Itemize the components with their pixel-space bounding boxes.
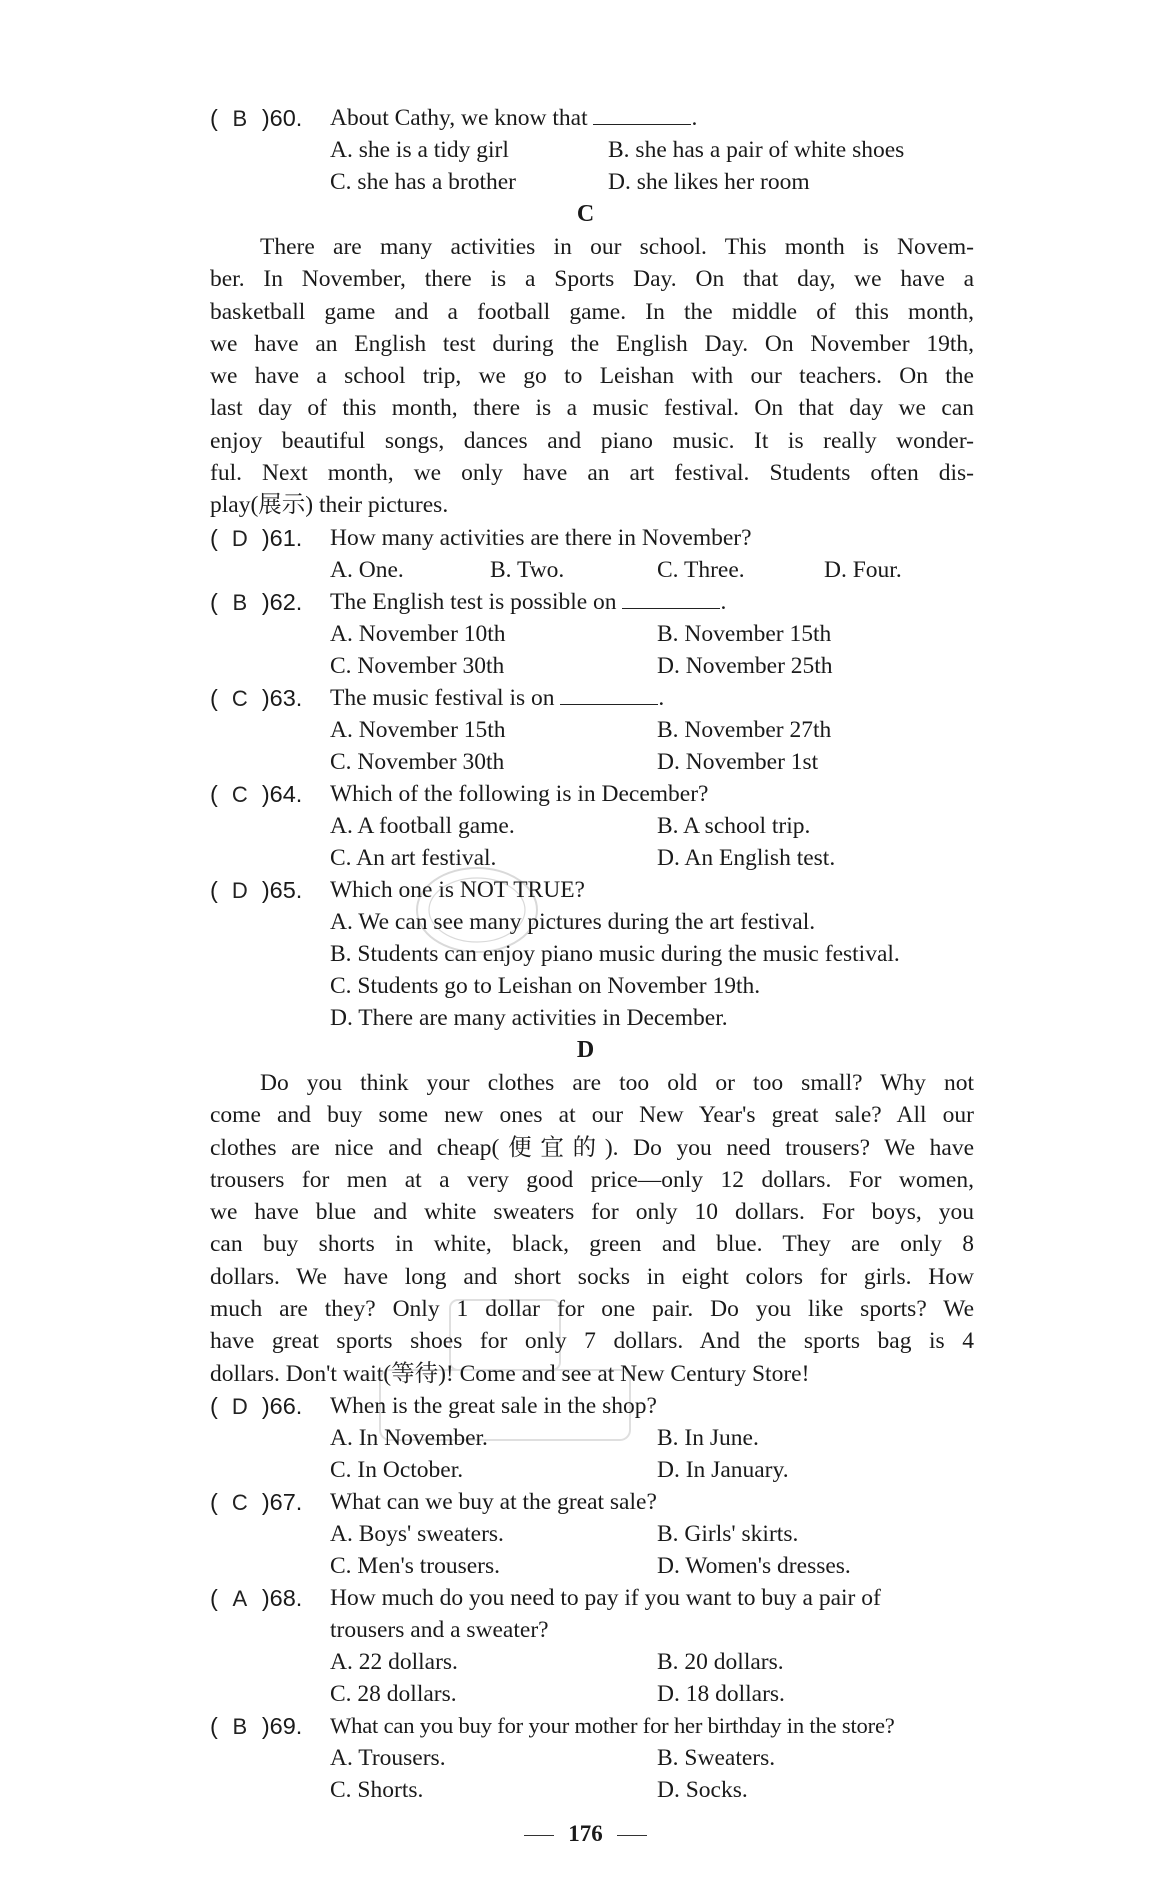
question-stem: Which one is NOT TRUE? xyxy=(330,877,585,903)
answer-letter: B xyxy=(232,1714,248,1739)
stem-end: . xyxy=(658,685,665,711)
option-c: C. Men's trousers. xyxy=(330,1553,501,1579)
passage-line: There are many activities in our school. This month is Novem- xyxy=(260,234,974,260)
option-a: A. 22 dollars. xyxy=(330,1649,458,1675)
question-stem-continued: trousers and a sweater? xyxy=(330,1617,549,1643)
option-a: A. One. xyxy=(330,557,404,583)
answer-bracket: ( C )67. xyxy=(210,1486,325,1519)
answer-bracket: ( D )61. xyxy=(210,522,325,555)
question-stem: Which of the following is in December? xyxy=(330,781,709,807)
answer-letter: A xyxy=(232,1586,248,1611)
option-d: D. There are many activities in December. xyxy=(330,1005,728,1031)
answer-bracket: ( B )60. xyxy=(210,102,325,135)
answer-letter: C xyxy=(231,1490,248,1515)
answer-letter: D xyxy=(231,878,248,903)
option-c: C. Students go to Leishan on November 19th. xyxy=(330,973,761,999)
option-b: B. Sweaters. xyxy=(657,1745,776,1771)
question-number: 68 xyxy=(269,1585,296,1611)
option-b: B. In June. xyxy=(657,1425,759,1451)
passage-line: dollars. We have long and short socks in eight colors for girls. How xyxy=(210,1263,974,1290)
option-a: A. November 15th xyxy=(330,717,506,743)
option-d: D. An English test. xyxy=(657,845,836,871)
question-number: 63 xyxy=(269,685,296,711)
passage-line: Do you think your clothes are too old or too small? Why not xyxy=(260,1070,974,1096)
answer-bracket: ( C )63. xyxy=(210,682,325,715)
passage-line: we have blue and white sweaters for only 10 dollars. For boys, you xyxy=(210,1199,974,1226)
option-c: C. 28 dollars. xyxy=(330,1681,457,1707)
question-stem: What can we buy at the great sale? xyxy=(330,1489,657,1515)
option-c: C. November 30th xyxy=(330,749,505,775)
question-number: 60 xyxy=(269,105,296,131)
option-a: A. she is a tidy girl xyxy=(330,137,509,163)
option-c: C. Three. xyxy=(657,557,745,583)
question-number: 62 xyxy=(269,589,296,615)
option-d: D. 18 dollars. xyxy=(657,1681,785,1707)
question-stem xyxy=(330,682,664,714)
stamp-watermark xyxy=(412,862,542,958)
passage-line: ber. In November, there is a Sports Day. On that day, we have a xyxy=(210,266,974,293)
question-number: 69 xyxy=(269,1713,296,1739)
option-d: D. Women's dresses. xyxy=(657,1553,851,1579)
dash-left xyxy=(524,1835,554,1836)
passage-line: can buy shorts in white, black, green and blue. They are only 8 xyxy=(210,1231,974,1258)
page-number-text: 176 xyxy=(568,1821,603,1846)
option-d: D. November 25th xyxy=(657,653,833,679)
passage-line: ful. Next month, we only have an art festival. Students often dis- xyxy=(210,460,974,487)
option-c: C. Shorts. xyxy=(330,1777,424,1803)
stem-end: . xyxy=(691,105,698,131)
answer-blank xyxy=(622,586,720,609)
passage-line: much are they? Only 1 dollar for one pair. Do you like sports? We xyxy=(210,1296,974,1323)
option-a: A. In November. xyxy=(330,1425,488,1451)
question-number: 64 xyxy=(269,781,296,807)
option-a: A. A football game. xyxy=(330,813,515,839)
dash-right xyxy=(617,1835,647,1836)
stem-text: The English test is possible on xyxy=(330,589,623,615)
stem-end: . xyxy=(720,589,727,615)
passage-line: have great sports shoes for only 7 dollars. And the sports bag is 4 xyxy=(210,1328,974,1355)
stem-text: About Cathy, we know that xyxy=(330,105,594,131)
option-a: A. November 10th xyxy=(330,621,506,647)
option-d: D. November 1st xyxy=(657,749,819,775)
question-stem: What can you buy for your mother for her birthday in the store? xyxy=(330,1713,895,1738)
answer-blank xyxy=(560,682,658,705)
option-b: B. she has a pair of white shoes xyxy=(608,137,905,163)
answer-letter: C xyxy=(231,686,248,711)
answer-bracket: ( B )62. xyxy=(210,586,325,619)
passage-line: play(展示) their pictures. xyxy=(210,492,449,519)
option-b: B. Girls' skirts. xyxy=(657,1521,799,1547)
option-b: B. November 27th xyxy=(657,717,832,743)
answer-bracket: ( D )65. xyxy=(210,874,325,907)
question-stem: When is the great sale in the shop? xyxy=(330,1393,657,1419)
question-stem xyxy=(330,102,697,134)
option-d: D. she likes her room xyxy=(608,169,810,195)
option-c: C. An art festival. xyxy=(330,845,497,871)
answer-letter: B xyxy=(232,106,248,131)
passage-line: enjoy beautiful songs, dances and piano music. It is really wonder- xyxy=(210,427,974,454)
passage-line: we have an English test during the English Day. On November 19th, xyxy=(210,330,974,357)
section-heading-c: C xyxy=(576,201,595,227)
option-b: B. November 15th xyxy=(657,621,832,647)
passage-line: come and buy some new ones at our New Year's great sale? All our xyxy=(210,1102,974,1129)
page-number xyxy=(0,1818,1171,1850)
question-number: 65 xyxy=(269,877,296,903)
answer-bracket: ( C )64. xyxy=(210,778,325,811)
option-d: D. Four. xyxy=(824,557,902,583)
stem-text: The music festival is on xyxy=(330,685,561,711)
passage-line: last day of this month, there is a music festival. On that day we can xyxy=(210,395,974,422)
passage-line: we have a school trip, we go to Leishan with our teachers. On the xyxy=(210,363,974,390)
option-c: C. she has a brother xyxy=(330,169,516,195)
option-b: B. Two. xyxy=(490,557,565,583)
section-heading-d: D xyxy=(576,1037,595,1063)
option-c: C. In October. xyxy=(330,1457,464,1483)
answer-blank xyxy=(593,102,691,125)
question-number: 66 xyxy=(269,1393,296,1419)
option-a: A. Boys' sweaters. xyxy=(330,1521,504,1547)
option-d: D. In January. xyxy=(657,1457,789,1483)
passage-line: basketball game and a football game. In the middle of this month, xyxy=(210,298,974,325)
passage-line: dollars. Don't wait(等待)! Come and see at New Century Store! xyxy=(210,1360,810,1387)
answer-letter: C xyxy=(231,782,248,807)
passage-line: clothes are nice and cheap(便宜的). Do you need trousers? We have xyxy=(210,1134,974,1161)
option-c: C. November 30th xyxy=(330,653,505,679)
answer-letter: D xyxy=(231,1394,248,1419)
passage-line: trousers for men at a very good price—only 12 dollars. For women, xyxy=(210,1166,974,1193)
question-stem: How many activities are there in November? xyxy=(330,525,752,551)
passage-c xyxy=(210,231,974,522)
question-number: 61 xyxy=(269,525,296,551)
option-d: D. Socks. xyxy=(657,1777,748,1803)
answer-letter: D xyxy=(231,526,248,551)
question-stem xyxy=(330,586,726,618)
option-b: B. A school trip. xyxy=(657,813,811,839)
option-a: A. Trousers. xyxy=(330,1745,446,1771)
answer-bracket: ( A )68. xyxy=(210,1582,325,1615)
question-stem: How much do you need to pay if you want to buy a pair of xyxy=(330,1585,881,1611)
option-b: B. Students can enjoy piano music during the music festival. xyxy=(330,941,900,967)
answer-bracket: ( D )66. xyxy=(210,1390,325,1423)
answer-letter: B xyxy=(232,590,248,615)
option-b: B. 20 dollars. xyxy=(657,1649,784,1675)
option-a: A. We can see many pictures during the art festival. xyxy=(330,909,816,935)
question-number: 67 xyxy=(269,1489,296,1515)
answer-bracket: ( B )69. xyxy=(210,1710,325,1743)
